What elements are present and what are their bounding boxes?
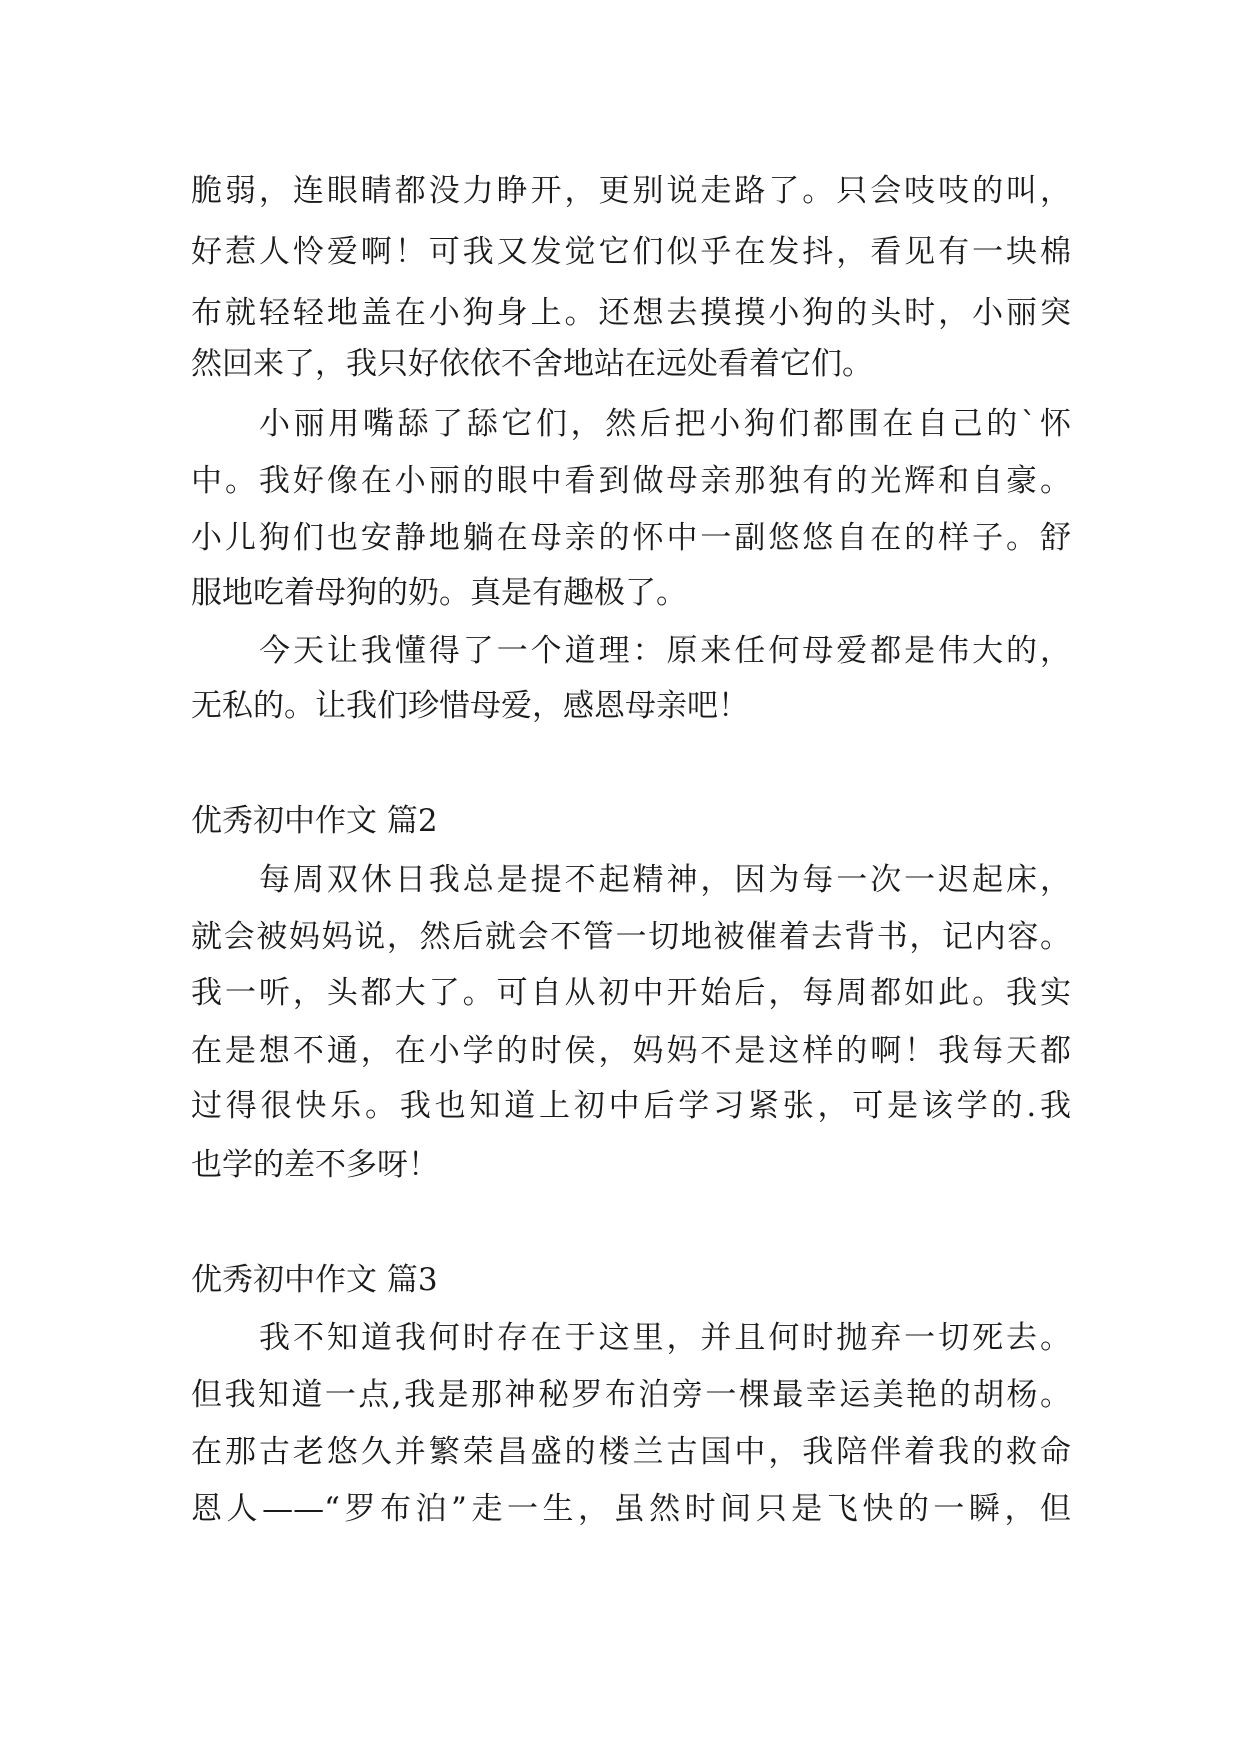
paragraph-line: 我一听，头都大了。可自从初中开始后，每周都如此。我实: [191, 975, 1071, 1011]
paragraph-line: 脆弱，连眼睛都没力睁开，更别说走路了。只会吱吱的叫，: [191, 173, 1071, 209]
paragraph-line: 中。我好像在小丽的眼中看到做母亲那独有的光辉和自豪。: [191, 463, 1071, 499]
paragraph-line: 布就轻轻地盖在小狗身上。还想去摸摸小狗的头时，小丽突: [191, 295, 1071, 331]
section-heading: 优秀初中作文 篇3: [191, 1262, 438, 1298]
section-heading: 优秀初中作文 篇2: [191, 803, 438, 839]
paragraph-line: 小儿狗们也安静地躺在母亲的怀中一副悠悠自在的样子。舒: [191, 520, 1071, 556]
paragraph-line: 过得很快乐。我也知道上初中后学习紧张，可是该学的.我: [191, 1088, 1071, 1124]
paragraph-line: 但我知道一点,我是那神秘罗布泊旁一棵最幸运美艳的胡杨。: [191, 1377, 1071, 1413]
paragraph-line: 在那古老悠久并繁荣昌盛的楼兰古国中，我陪伴着我的救命: [191, 1434, 1071, 1470]
paragraph-line: 我不知道我何时存在于这里，并且何时抛弃一切死去。: [259, 1320, 1071, 1356]
paragraph-line: 也学的差不多呀！: [191, 1147, 439, 1183]
paragraph-line: 恩人——“罗布泊”走一生，虽然时间只是飞快的一瞬，但: [191, 1491, 1071, 1527]
paragraph-line: 然回来了，我只好依依不舍地站在远处看着它们。: [191, 346, 873, 382]
paragraph-line: 今天让我懂得了一个道理：原来任何母爱都是伟大的，: [259, 633, 1071, 669]
paragraph-line: 每周双休日我总是提不起精神，因为每一次一迟起床，: [259, 862, 1071, 898]
paragraph-line: 在是想不通，在小学的时侯，妈妈不是这样的啊！我每天都: [191, 1033, 1071, 1069]
paragraph-line: 服地吃着母狗的奶。真是有趣极了。: [191, 575, 687, 611]
paragraph-line: 好惹人怜爱啊！可我又发觉它们似乎在发抖，看见有一块棉: [191, 234, 1071, 270]
paragraph-line: 就会被妈妈说，然后就会不管一切地被催着去背书，记内容。: [191, 919, 1071, 955]
paragraph-line: 无私的。让我们珍惜母爱，感恩母亲吧！: [191, 688, 749, 724]
paragraph-line: 小丽用嘴舔了舔它们，然后把小狗们都围在自己的`怀: [259, 406, 1071, 442]
